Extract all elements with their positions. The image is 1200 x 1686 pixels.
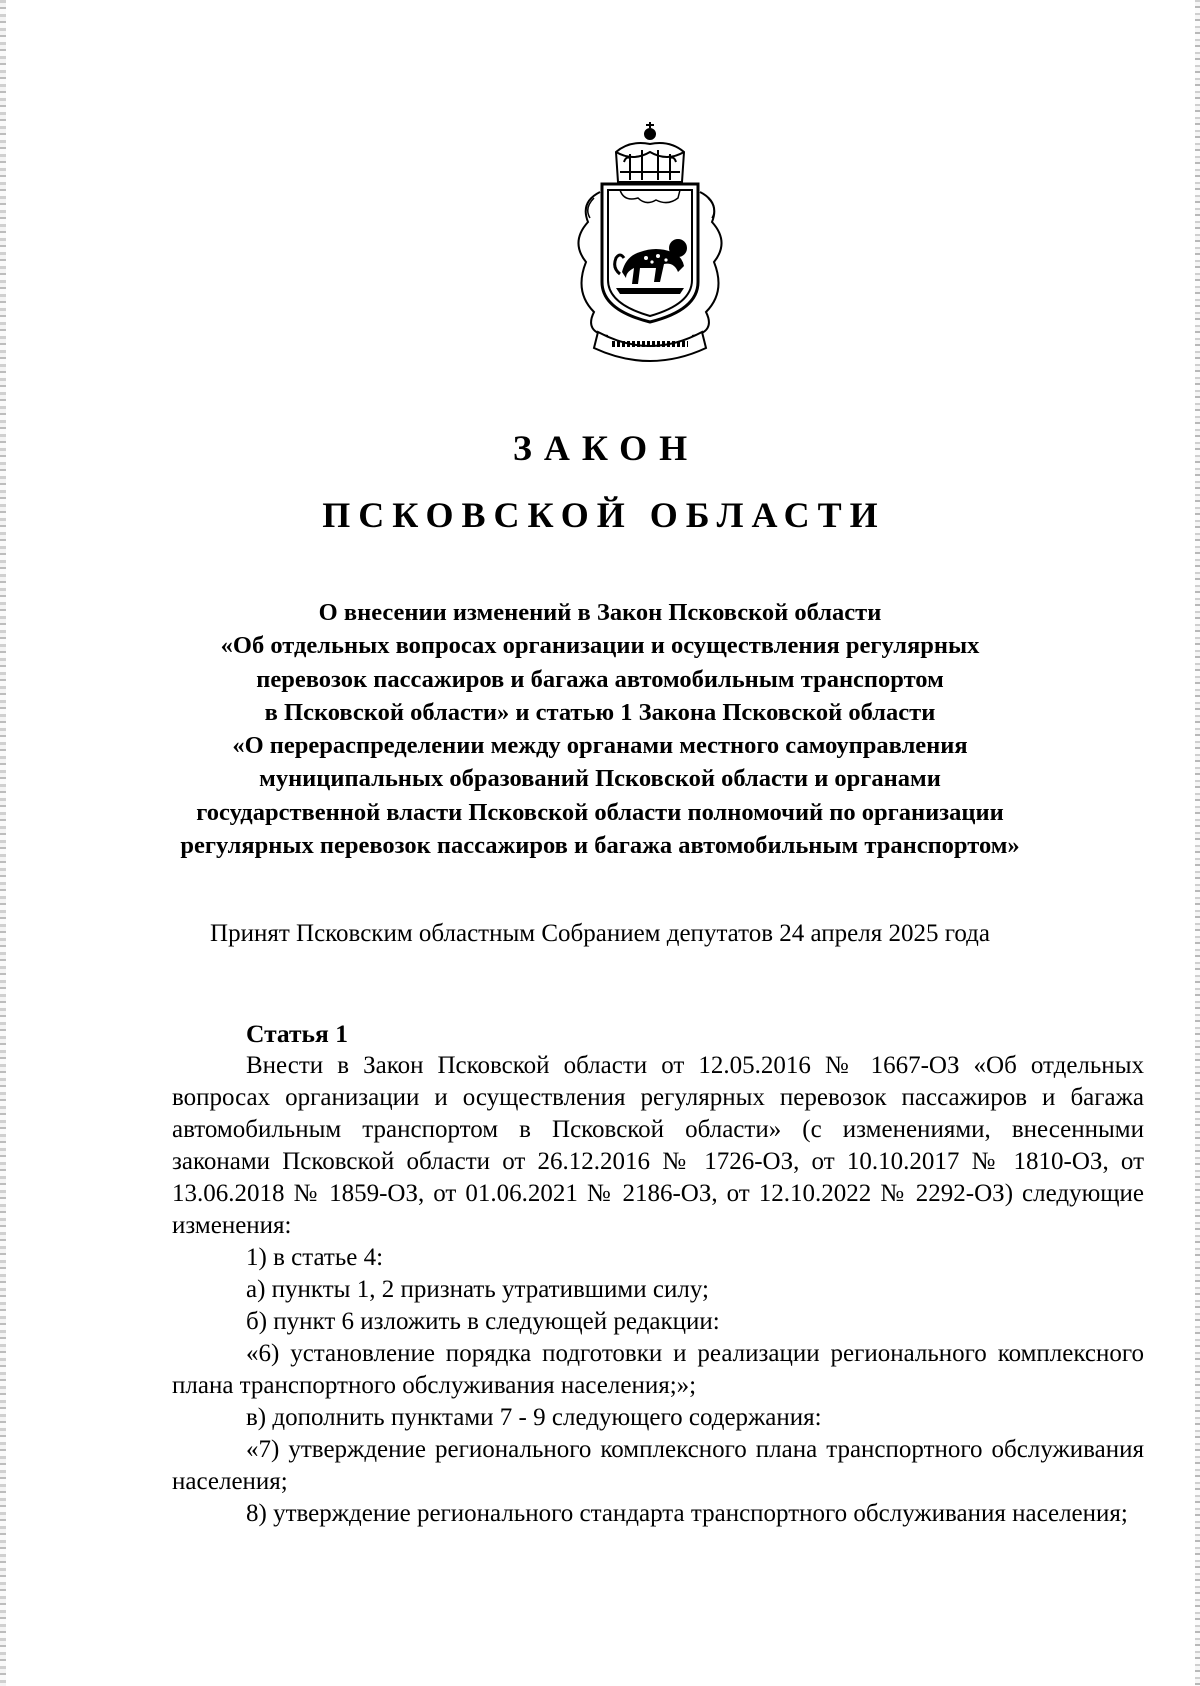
article-paragraph: 8) утверждение регионального стандарта транспортного обслуживания населения; [246,1500,1128,1527]
law-heading [160,596,1040,862]
heading-line: муниципальных образований Псковской области и органами [259,765,941,793]
article-paragraph: 1) в статье 4: [246,1244,384,1271]
article-paragraph: «6) установление порядка подготовки и реализации регионального комплексного плана транспортного обслуживания населения;»; [172,1340,1144,1399]
article-paragraph: б) пункт 6 изложить в следующей редакции: [246,1308,720,1335]
article-paragraph: «7) утверждение регионального комплексного плана транспортного обслуживания населения; [172,1436,1144,1495]
heading-line: в Псковской области» и статью 1 Закона Псковской области [264,698,936,726]
heading-line: О внесении изменений в Закон Псковской области [318,599,882,626]
article-paragraph: Внести в Закон Псковской области от 12.05.2016 № 1667-ОЗ «Об отдельных вопросах организации и осуществления регулярных перевозок пассажиров и багажа автомобильным транспортом в Псковской области» (с изменениями, внесенными законами Псковской области от 26.12.2016 № 1726-ОЗ, от 10.10.2017 № 1810-ОЗ, от 13.06.2018 № 1859-ОЗ, от 01.06.2021 № 2186-ОЗ, от 12.10.2022 № 2292-ОЗ) следующие изменения: [172,1052,1144,1239]
document-subtitle: ПСКОВСКОЙ ОБЛАСТИ [322,495,886,535]
heading-line: «О перераспределении между органами местного самоуправления [232,732,968,760]
pskov-oblast-coat-of-arms-icon [560,122,740,370]
document-title: ЗАКОН [512,428,700,468]
article-paragraph: в) дополнить пунктами 7 - 9 следующего содержания: [246,1404,822,1431]
article-title: Статья 1 [246,1019,348,1048]
scan-edge-right [1195,0,1200,1686]
article-paragraph: а) пункты 1, 2 признать утратившими силу; [246,1276,709,1303]
heading-line: перевозок пассажиров и багажа автомобильным транспортом [256,665,944,693]
heading-line: «Об отдельных вопросах организации и осуществления регулярных [220,632,980,660]
article-body [172,1018,1144,1530]
scan-edge-left [0,0,6,1686]
adoption-note: Принят Псковским областным Собранием депутатов 24 апреля 2025 года [210,920,990,947]
heading-line: регулярных перевозок пассажиров и багажа автомобильным транспортом» [180,832,1020,860]
heading-line: государственной власти Псковской области полномочий по организации [196,798,1004,826]
